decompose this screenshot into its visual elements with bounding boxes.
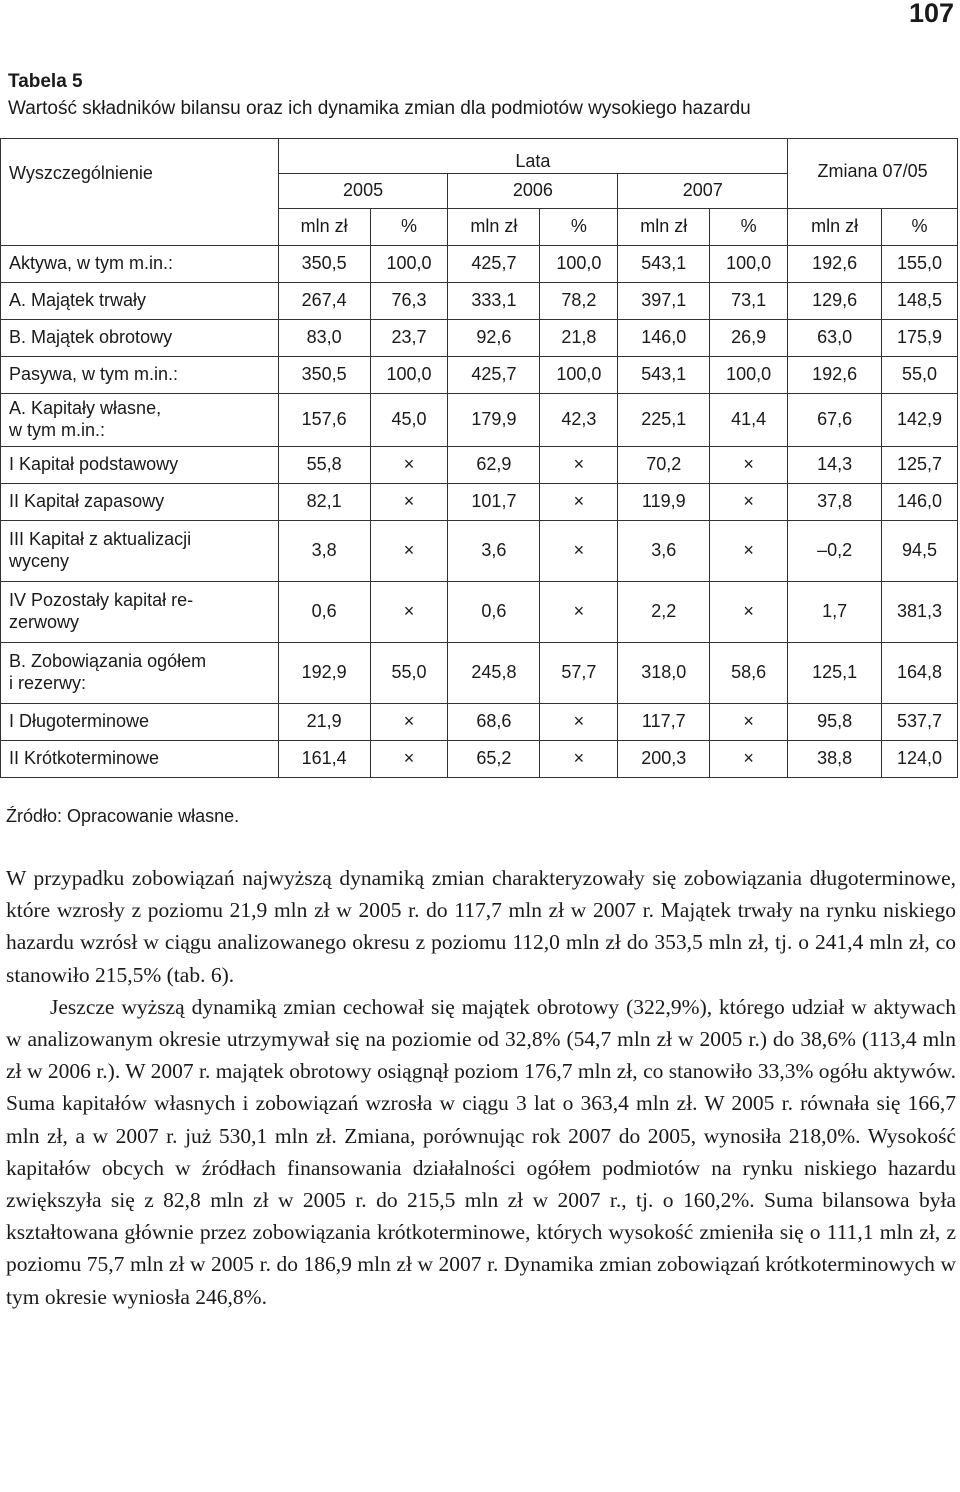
table-cell: 100,0 bbox=[710, 357, 788, 394]
table-cell: 245,8 bbox=[448, 643, 540, 704]
table-cell: 543,1 bbox=[618, 246, 710, 283]
header-change: Zmiana 07/05 bbox=[788, 139, 958, 209]
table-cell: 92,6 bbox=[448, 320, 540, 357]
table-cell: 225,1 bbox=[618, 394, 710, 447]
table-cell: × bbox=[710, 582, 788, 643]
paragraph: W przypadku zobowiązań najwyższą dynamiką zmian charakteryzowały się zobowiązania długoterminowe, które wzrosły z poziomu 21,9 mln zł w 2005 r. do 117,7 mln zł w 2007 r. Majątek trwały na rynku niskiego hazardu wzrósł w ciągu analizowanego okresu z poziomu 112,0 mln zł do 353,5 mln zł, tj. o 241,4 mln zł, co stanowiło 215,5% (tab. 6). bbox=[6, 866, 956, 987]
table-cell: 125,1 bbox=[788, 643, 882, 704]
table-row bbox=[1, 357, 958, 394]
header-unit: % bbox=[710, 209, 788, 246]
table-caption: Wartość składników bilansu oraz ich dynamika zmian dla podmiotów wysokiego hazardu bbox=[8, 98, 751, 119]
table-cell: 100,0 bbox=[540, 357, 618, 394]
table-cell: 3,6 bbox=[448, 521, 540, 582]
table-cell: 148,5 bbox=[882, 283, 958, 320]
table-cell: × bbox=[540, 741, 618, 778]
header-unit: % bbox=[540, 209, 618, 246]
table-cell: 129,6 bbox=[788, 283, 882, 320]
table-cell: 146,0 bbox=[618, 320, 710, 357]
table-cell: 0,6 bbox=[278, 582, 370, 643]
table-cell: 381,3 bbox=[882, 582, 958, 643]
table-cell: 350,5 bbox=[278, 246, 370, 283]
table-cell: 192,9 bbox=[278, 643, 370, 704]
table-cell: × bbox=[540, 447, 618, 484]
row-label: Pasywa, w tym m.in.: bbox=[1, 357, 279, 394]
table-cell: 55,0 bbox=[370, 643, 448, 704]
table-cell: 155,0 bbox=[882, 246, 958, 283]
row-label: I Długoterminowe bbox=[1, 704, 279, 741]
table-cell: 82,1 bbox=[278, 484, 370, 521]
header-year-2006: 2006 bbox=[448, 174, 618, 209]
table-cell: × bbox=[710, 484, 788, 521]
table-cell: 0,6 bbox=[448, 582, 540, 643]
table-cell: 76,3 bbox=[370, 283, 448, 320]
table-cell: 119,9 bbox=[618, 484, 710, 521]
table-cell: 101,7 bbox=[448, 484, 540, 521]
header-unit: mln zł bbox=[278, 209, 370, 246]
table-cell: 41,4 bbox=[710, 394, 788, 447]
table-cell: × bbox=[710, 704, 788, 741]
table-cell: 124,0 bbox=[882, 741, 958, 778]
paragraph: Jeszcze wyższą dynamiką zmian cechował się majątek obrotowy (322,9%), którego udział w aktywach w analizowanym okresie utrzymywał się na poziomie od 32,8% (54,7 mln zł w 2005 r.) do 38,6% (113,4 mln zł w 2006 r.). W 2007 r. majątek obrotowy osiągnął poziom 176,7 mln zł, co stanowiło 33,3% ogółu aktywów. Suma kapitałów własnych i zobowiązań wzrosła w ciągu 3 lat o 363,4 mln zł. W 2005 r. równała się 166,7 mln zł, a w 2007 r. już 530,1 mln zł. Zmiana, porównując rok 2007 do 2005, wynosiła 218,0%. Wysokość kapitałów obcych w źródłach finansowania działalności ogółem podmiotów na rynku niskiego hazardu zwiększyła się z 82,8 mln zł w 2005 r. do 215,5 mln zł w 2007 r., tj. o 160,2%. Suma bilansowa była kształtowana głównie przez zobowiązania krótkoterminowe, których wysokość zmieniła się o 111,1 mln zł, z poziomu 75,7 mln zł w 2005 r. do 186,9 mln zł w 2007 r. Dynamika zmian zobowiązań krótkoterminowych w tym okresie wyniosła 246,8%. bbox=[6, 994, 956, 1309]
table-cell: 55,8 bbox=[278, 447, 370, 484]
table-cell: 175,9 bbox=[882, 320, 958, 357]
table-cell: 26,9 bbox=[710, 320, 788, 357]
row-label: III Kapitał z aktualizacji wyceny bbox=[1, 521, 279, 582]
header-unit: mln zł bbox=[448, 209, 540, 246]
table-row bbox=[1, 394, 958, 447]
table-cell: 21,8 bbox=[540, 320, 618, 357]
table-cell: 65,2 bbox=[448, 741, 540, 778]
table-cell: 55,0 bbox=[882, 357, 958, 394]
table-cell: 146,0 bbox=[882, 484, 958, 521]
table-cell: –0,2 bbox=[788, 521, 882, 582]
table-cell: × bbox=[540, 484, 618, 521]
row-label: A. Kapitały własne, w tym m.in.: bbox=[1, 394, 279, 447]
table-cell: 42,3 bbox=[540, 394, 618, 447]
table-cell: × bbox=[710, 521, 788, 582]
table-cell: 1,7 bbox=[788, 582, 882, 643]
header-row-label: Wyszczególnienie bbox=[1, 139, 279, 209]
row-label: Aktywa, w tym m.in.: bbox=[1, 246, 279, 283]
table-cell: 397,1 bbox=[618, 283, 710, 320]
table-row bbox=[1, 447, 958, 484]
body-text bbox=[6, 862, 956, 1313]
header-unit: mln zł bbox=[618, 209, 710, 246]
table-cell: 63,0 bbox=[788, 320, 882, 357]
table-row bbox=[1, 484, 958, 521]
row-label: I Kapitał podstawowy bbox=[1, 447, 279, 484]
table-row bbox=[1, 246, 958, 283]
table-cell: 23,7 bbox=[370, 320, 448, 357]
table-cell: 62,9 bbox=[448, 447, 540, 484]
header-units-blank bbox=[1, 209, 279, 246]
table-cell: 333,1 bbox=[448, 283, 540, 320]
table-cell: 58,6 bbox=[710, 643, 788, 704]
table-cell: 57,7 bbox=[540, 643, 618, 704]
table-row bbox=[1, 283, 958, 320]
table-cell: × bbox=[370, 704, 448, 741]
table-cell: × bbox=[370, 484, 448, 521]
table-cell: 192,6 bbox=[788, 357, 882, 394]
table-cell: 192,6 bbox=[788, 246, 882, 283]
table-row bbox=[1, 582, 958, 643]
table-cell: 100,0 bbox=[370, 246, 448, 283]
table-cell: 3,6 bbox=[618, 521, 710, 582]
table-cell: × bbox=[370, 741, 448, 778]
row-label: IV Pozostały kapitał re- zerwowy bbox=[1, 582, 279, 643]
table-row bbox=[1, 704, 958, 741]
table-cell: 142,9 bbox=[882, 394, 958, 447]
row-label: B. Zobowiązania ogółem i rezerwy: bbox=[1, 643, 279, 704]
table-cell: 117,7 bbox=[618, 704, 710, 741]
header-unit: mln zł bbox=[788, 209, 882, 246]
header-year-2005: 2005 bbox=[278, 174, 448, 209]
table-row bbox=[1, 741, 958, 778]
table-cell: × bbox=[710, 447, 788, 484]
table-cell: 37,8 bbox=[788, 484, 882, 521]
table-cell: 100,0 bbox=[710, 246, 788, 283]
row-label: II Krótkoterminowe bbox=[1, 741, 279, 778]
table-label: Tabela 5 bbox=[8, 71, 83, 92]
table-row bbox=[1, 320, 958, 357]
table-cell: 3,8 bbox=[278, 521, 370, 582]
header-year-2007: 2007 bbox=[618, 174, 788, 209]
balance-table bbox=[0, 138, 958, 778]
table-cell: 537,7 bbox=[882, 704, 958, 741]
table-cell: × bbox=[540, 521, 618, 582]
table-cell: × bbox=[370, 447, 448, 484]
table-cell: 67,6 bbox=[788, 394, 882, 447]
table-cell: × bbox=[540, 582, 618, 643]
table-cell: 83,0 bbox=[278, 320, 370, 357]
table-row bbox=[1, 643, 958, 704]
table-cell: 73,1 bbox=[710, 283, 788, 320]
table-cell: × bbox=[370, 582, 448, 643]
table-cell: × bbox=[370, 521, 448, 582]
table-cell: 200,3 bbox=[618, 741, 710, 778]
table-cell: 100,0 bbox=[540, 246, 618, 283]
table-cell: 45,0 bbox=[370, 394, 448, 447]
table-cell: × bbox=[710, 741, 788, 778]
header-years-group: Lata bbox=[278, 139, 787, 174]
table-cell: 164,8 bbox=[882, 643, 958, 704]
source-note: Źródło: Opracowanie własne. bbox=[6, 806, 240, 826]
table-cell: 94,5 bbox=[882, 521, 958, 582]
table-cell: 78,2 bbox=[540, 283, 618, 320]
table-cell: 425,7 bbox=[448, 357, 540, 394]
table-cell: 543,1 bbox=[618, 357, 710, 394]
table-cell: 2,2 bbox=[618, 582, 710, 643]
table-cell: 318,0 bbox=[618, 643, 710, 704]
table-cell: 70,2 bbox=[618, 447, 710, 484]
row-label: II Kapitał zapasowy bbox=[1, 484, 279, 521]
table-row bbox=[1, 521, 958, 582]
table-cell: 350,5 bbox=[278, 357, 370, 394]
table-cell: 425,7 bbox=[448, 246, 540, 283]
row-label: A. Majątek trwały bbox=[1, 283, 279, 320]
table-cell: 38,8 bbox=[788, 741, 882, 778]
header-unit: % bbox=[882, 209, 958, 246]
table-cell: 267,4 bbox=[278, 283, 370, 320]
header-unit: % bbox=[370, 209, 448, 246]
table-cell: 161,4 bbox=[278, 741, 370, 778]
table-cell: 21,9 bbox=[278, 704, 370, 741]
table-cell: 179,9 bbox=[448, 394, 540, 447]
table-cell: × bbox=[540, 704, 618, 741]
table-cell: 14,3 bbox=[788, 447, 882, 484]
page-number: 107 bbox=[908, 0, 954, 28]
table-cell: 125,7 bbox=[882, 447, 958, 484]
table-cell: 95,8 bbox=[788, 704, 882, 741]
table-cell: 68,6 bbox=[448, 704, 540, 741]
table-cell: 100,0 bbox=[370, 357, 448, 394]
table-cell: 157,6 bbox=[278, 394, 370, 447]
row-label: B. Majątek obrotowy bbox=[1, 320, 279, 357]
